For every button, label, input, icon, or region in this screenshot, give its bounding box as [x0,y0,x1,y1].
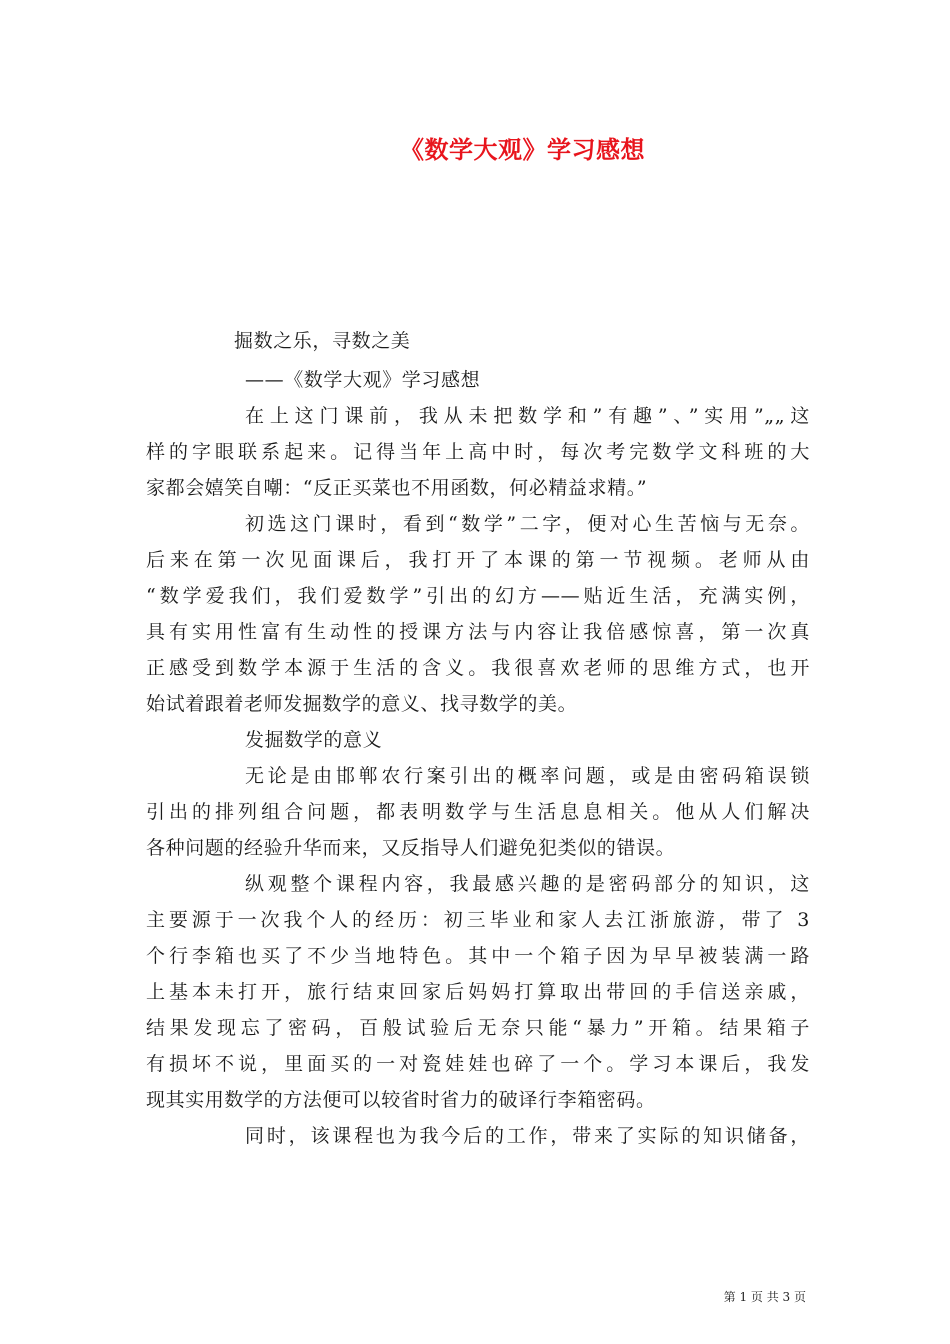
body-line: 结果发现忘了密码，百般试验后无奈只能“暴力”开箱。结果箱子 [146,1017,810,1039]
body-line: 具有实用性富有生动性的授课方法与内容让我倍感惊喜，第一次真 [146,621,810,643]
body-line: 家都会嬉笑自嘲：“反正买菜也不用函数，何必精益求精。” [146,477,648,499]
body-line: 同时，该课程也为我今后的工作，带来了实际的知识储备， [245,1125,810,1147]
body-line: 在上这门课前，我从未把数学和”有趣”、”实用”„„这 [245,405,810,427]
body-line: 主要源于一次我个人的经历：初三毕业和家人去江浙旅游，带了 3 [146,909,810,931]
document-title: 《数学大观》学习感想 [400,135,645,164]
section-heading: 发掘数学的意义 [245,729,383,751]
body-line: 现其实用数学的方法便可以较省时省力的破译行李箱密码。 [146,1089,656,1111]
body-line: 始试着跟着老师发掘数学的意义、找寻数学的美。 [146,693,578,715]
body-line: 正感受到数学本源于生活的含义。我很喜欢老师的思维方式，也开 [146,657,810,679]
body-line: 后来在第一次见面课后，我打开了本课的第一节视频。老师从由 [146,549,810,571]
body-line: 各种问题的经验升华而来，又反指导人们避免犯类似的错误。 [146,837,676,859]
subtitle-dash-line: ——《数学大观》学习感想 [245,369,481,391]
body-line: 有损坏不说，里面买的一对瓷娃娃也碎了一个。学习本课后，我发 [146,1053,810,1075]
body-line: “数学爱我们，我们爱数学”引出的幻方——贴近生活，充满实例， [146,585,810,607]
body-line: 纵观整个课程内容，我最感兴趣的是密码部分的知识，这 [245,873,810,895]
page-footer: 第 1 页 共 3 页 [723,1290,806,1304]
body-line: 引出的排列组合问题，都表明数学与生活息息相关。他从人们解决 [146,801,810,823]
body-line: 无论是由邯郸农行案引出的概率问题，或是由密码箱误锁 [245,765,810,787]
body-line: 上基本未打开，旅行结束回家后妈妈打算取出带回的手信送亲戚， [146,981,810,1003]
body-line: 样的字眼联系起来。记得当年上高中时，每次考完数学文科班的大 [146,441,810,463]
body-line: 初选这门课时，看到“数学”二字，便对心生苦恼与无奈。 [245,513,810,535]
body-line: 个行李箱也买了不少当地特色。其中一个箱子因为早早被装满一路 [146,945,810,967]
subtitle-line: 掘数之乐，寻数之美 [234,330,411,352]
